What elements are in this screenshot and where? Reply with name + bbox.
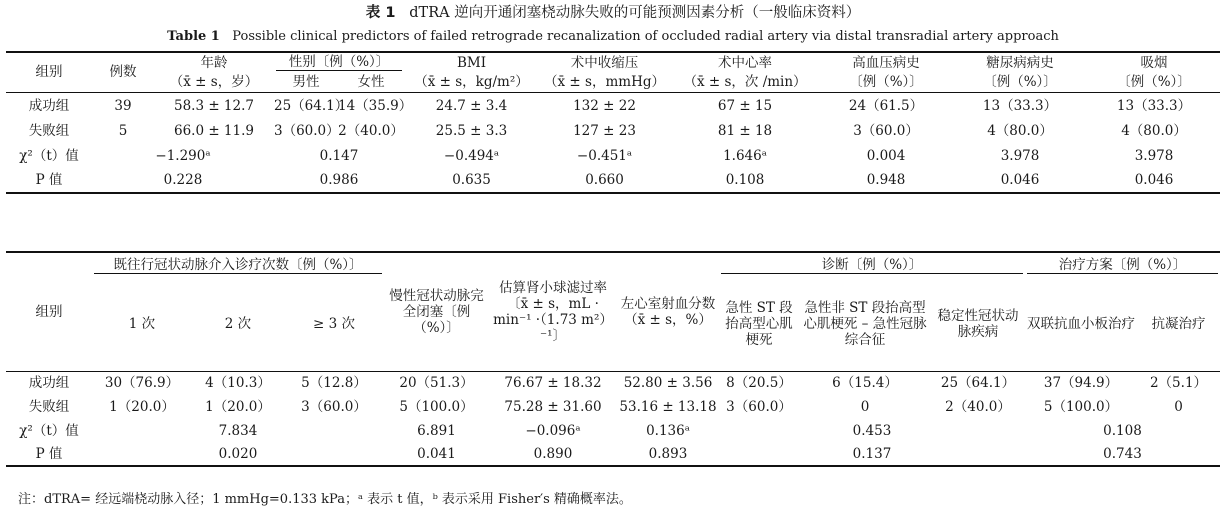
stat-egfr: −0.096ᵃ xyxy=(525,422,581,439)
cell-pci-2: 4（10.3） xyxy=(205,375,271,392)
stat-smoke: 3.978 xyxy=(1134,147,1174,164)
cell-female: 14（35.9） xyxy=(338,97,413,114)
table-title-en xyxy=(0,28,1226,45)
p-cto: 0.041 xyxy=(417,445,456,462)
p-sex: 0.986 xyxy=(319,172,359,188)
stat-row xyxy=(6,143,1220,168)
col-header-cases: 例数 xyxy=(109,64,137,81)
table-row xyxy=(6,92,1220,119)
p-dm: 0.046 xyxy=(1000,172,1040,188)
cell-scad: 2（40.0） xyxy=(945,399,1011,415)
stat-label: χ²（t）值 xyxy=(19,422,79,439)
col-header-treatment: 治疗方案〔例（%）〕 xyxy=(1027,257,1218,274)
cell-nstemi: 0 xyxy=(860,399,870,415)
p-sbp: 0.660 xyxy=(585,172,624,188)
p-label: P 值 xyxy=(35,172,63,188)
col-header-dm-unit: 〔例（%）〕 xyxy=(983,73,1057,90)
col-header-smoke-unit: 〔例（%）〕 xyxy=(1117,73,1191,90)
p-bmi: 0.635 xyxy=(452,172,491,188)
table-footnote: 注：dTRA= 经远端桡动脉入径；1 mmHg=0.133 kPa；ᵃ 表示 t 值，ᵇ 表示采用 Fisher′s 精确概率法。 xyxy=(18,492,632,507)
p-diagnosis: 0.137 xyxy=(852,445,892,462)
cell-cto: 5（100.0） xyxy=(399,399,474,415)
cell-smoke: 13（33.3） xyxy=(1116,97,1192,114)
col-header-hr: 术中心率 xyxy=(718,54,773,71)
cell-nstemi: 6（15.4） xyxy=(832,375,898,392)
col-header-female: 女性 xyxy=(357,73,385,90)
col-header-dapt: 双联抗血小板治疗 xyxy=(1027,315,1135,332)
table-part-1 xyxy=(6,51,1220,194)
col-header-smoke: 吸烟 xyxy=(1140,54,1168,71)
col-header-bmi-unit: （x̄ ± s，kg/m²） xyxy=(414,73,529,90)
stat-age: −1.290ᵃ xyxy=(155,147,211,164)
col-header-lvef: 左心室射血分数（x̄ ± s，%） xyxy=(620,295,716,328)
cell-group: 成功组 xyxy=(28,97,70,114)
cell-sbp: 127 ± 23 xyxy=(573,123,636,139)
cell-pci-3: 3（60.0） xyxy=(301,399,367,415)
table-part-2 xyxy=(6,251,1220,467)
col-header-egfr: 估算肾小球滤过率〔x̄ ± s，mL · min⁻¹ ·（1.73 m²）⁻¹〕 xyxy=(493,279,613,344)
cell-male: 25（64.1） xyxy=(274,97,349,114)
cell-female: 2（40.0） xyxy=(338,123,404,139)
cell-anticoag: 2（5.1） xyxy=(1149,375,1208,392)
cell-lvef: 53.16 ± 13.18 xyxy=(619,399,717,415)
p-htn: 0.948 xyxy=(866,172,906,188)
p-row xyxy=(6,442,1220,466)
col-header-anticoag: 抗凝治疗 xyxy=(1151,315,1206,332)
cell-cto: 20（51.3） xyxy=(399,375,474,392)
cell-dm: 13（33.3） xyxy=(982,97,1058,114)
p-label: P 值 xyxy=(35,445,63,462)
col-header-scad: 稳定性冠状动脉疾病 xyxy=(937,307,1019,340)
p-pci: 0.020 xyxy=(218,445,258,462)
p-lvef: 0.893 xyxy=(648,445,688,462)
cell-group: 失败组 xyxy=(28,399,70,415)
cell-male: 3（60.0） xyxy=(274,123,340,139)
cell-smoke: 4（80.0） xyxy=(1121,123,1187,139)
stat-sbp: −0.451ᵃ xyxy=(576,147,633,164)
cell-age: 58.3 ± 12.7 xyxy=(173,97,254,114)
col-header-htn-unit: 〔例（%）〕 xyxy=(849,73,923,90)
cell-stemi: 8（20.5） xyxy=(726,375,792,392)
cell-scad: 25（64.1） xyxy=(940,375,1016,392)
p-age: 0.228 xyxy=(163,172,203,188)
col-header-htn: 高血压病史 xyxy=(852,54,920,71)
cell-dapt: 5（100.0） xyxy=(1043,399,1119,415)
col-header-age: 年龄 xyxy=(200,54,228,71)
cell-age: 66.0 ± 11.9 xyxy=(173,123,254,139)
cell-stemi: 3（60.0） xyxy=(726,399,792,415)
cell-anticoag: 0 xyxy=(1174,399,1183,415)
stat-label: χ²（t）值 xyxy=(19,147,79,164)
stat-cto: 6.891 xyxy=(417,422,456,439)
col-header-dm: 糖尿病病史 xyxy=(986,54,1054,71)
cell-group: 失败组 xyxy=(28,123,70,139)
col-header-bmi: BMI xyxy=(456,54,487,71)
stat-sex: 0.147 xyxy=(319,147,359,164)
cell-group: 成功组 xyxy=(28,375,70,392)
cell-pci-2: 1（20.0） xyxy=(205,399,271,415)
col-header-sbp: 术中收缩压 xyxy=(570,54,639,71)
table-row xyxy=(6,395,1220,419)
cell-hr: 67 ± 15 xyxy=(717,97,773,114)
stat-diagnosis: 0.453 xyxy=(852,422,892,439)
cell-cases: 39 xyxy=(114,97,132,114)
stat-bmi: −0.494ᵃ xyxy=(443,147,500,164)
table-title-cn xyxy=(0,4,1226,22)
stat-pci: 7.834 xyxy=(218,422,258,439)
p-egfr: 0.890 xyxy=(533,445,573,462)
cell-cases: 5 xyxy=(118,123,128,139)
p-smoke: 0.046 xyxy=(1134,172,1174,188)
table-row xyxy=(6,371,1220,395)
cell-bmi: 25.5 ± 3.3 xyxy=(435,123,508,139)
stat-treatment: 0.108 xyxy=(1103,422,1142,439)
cell-egfr: 75.28 ± 31.60 xyxy=(504,399,602,415)
col-header-pci-2: 2 次 xyxy=(224,315,252,332)
p-row xyxy=(6,168,1220,193)
col-header-group: 组别 xyxy=(35,64,63,81)
table-caption-en: Possible clinical predictors of failed retrograde recanalization of occluded radial artery via distal transradial artery approach xyxy=(232,29,1059,44)
table-number-en: Table 1 xyxy=(167,29,220,44)
cell-egfr: 76.67 ± 18.32 xyxy=(504,375,602,392)
cell-dapt: 37（94.9） xyxy=(1043,375,1119,392)
p-hr: 0.108 xyxy=(725,172,765,188)
col-header-cto: 慢性冠状动脉完全闭塞〔例（%）〕 xyxy=(389,287,484,336)
col-header-sex: 性别〔例（%）〕 xyxy=(276,54,402,71)
col-header-sbp-unit: （x̄ ± s，mmHg） xyxy=(544,73,665,90)
col-header-nstemi: 急性非 ST 段抬高型心肌梗死 – 急性冠脉综合征 xyxy=(803,299,927,348)
cell-pci-1: 30（76.9） xyxy=(104,375,180,392)
cell-dm: 4（80.0） xyxy=(987,123,1053,139)
cell-bmi: 24.7 ± 3.4 xyxy=(435,97,508,114)
cell-pci-3: 5（12.8） xyxy=(301,375,367,392)
table-number-cn: 表 1 xyxy=(365,5,396,21)
col-header-age-unit: （x̄ ± s，岁） xyxy=(169,73,259,90)
cell-htn: 24（61.5） xyxy=(848,97,924,114)
col-header-stemi: 急性 ST 段抬高型心肌梗死 xyxy=(725,299,793,348)
stat-htn: 0.004 xyxy=(866,147,906,164)
stat-lvef: 0.136ᵃ xyxy=(646,422,690,439)
table-row xyxy=(6,119,1220,143)
col-header-pci: 既往行冠状动脉介入诊疗次数〔例（%）〕 xyxy=(94,257,382,274)
cell-lvef: 52.80 ± 3.56 xyxy=(623,375,713,392)
stat-hr: 1.646ᵃ xyxy=(723,147,767,164)
col-header-group: 组别 xyxy=(35,303,63,320)
stat-row xyxy=(6,419,1220,442)
cell-sbp: 132 ± 22 xyxy=(573,97,636,114)
col-header-pci-3: ≥ 3 次 xyxy=(313,315,355,332)
stat-dm: 3.978 xyxy=(1000,147,1040,164)
col-header-hr-unit: （x̄ ± s，次 /min） xyxy=(683,73,807,90)
col-header-male: 男性 xyxy=(292,73,320,90)
table-caption-cn: dTRA 逆向开通闭塞桡动脉失败的可能预测因素分析（一般临床资料） xyxy=(409,5,861,21)
cell-pci-1: 1（20.0） xyxy=(109,399,175,415)
cell-htn: 3（60.0） xyxy=(853,123,919,139)
col-header-diagnosis: 诊断〔例（%）〕 xyxy=(721,257,1023,274)
p-treatment: 0.743 xyxy=(1103,445,1142,462)
col-header-pci-1: 1 次 xyxy=(128,315,156,332)
cell-hr: 81 ± 18 xyxy=(717,123,773,139)
